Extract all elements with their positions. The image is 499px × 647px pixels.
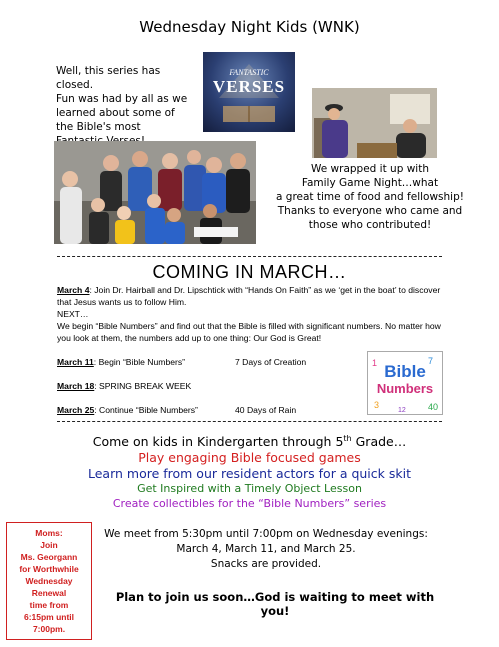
schedule-row xyxy=(57,405,198,415)
schedule-date: March 18 xyxy=(57,381,95,391)
march4-paragraph xyxy=(57,284,447,308)
cta-line-4: Get Inspired with a Timely Object Lesson xyxy=(137,482,362,495)
cta-line-1-end: Grade… xyxy=(351,434,407,450)
moms-line: Wednesday xyxy=(25,576,73,586)
cta-line-1-sup: th xyxy=(343,434,352,443)
svg-text:3: 3 xyxy=(374,400,380,410)
wrapup-line: a great time of food and fellowship! xyxy=(276,191,464,203)
moms-callout-box xyxy=(6,522,92,640)
bible-numbers-intro: We begin “Bible Numbers” and find out that the Bible is filled with significant numbers. No matter how you look at them, the numbers add up to one thing: Our God is Great! xyxy=(57,321,441,343)
fantastic-verses-image xyxy=(203,52,295,132)
cta-line-3: Learn more from our resident actors for a quick skit xyxy=(87,466,411,481)
intro-text xyxy=(56,64,196,148)
wrapup-text xyxy=(270,162,470,232)
coming-heading: COMING IN MARCH… xyxy=(152,262,347,282)
next-label: NEXT… xyxy=(57,309,89,319)
intro-line: Well, this series has closed. xyxy=(56,65,161,91)
meeting-dates: March 4, March 11, and March 25. xyxy=(176,543,356,555)
svg-text:7: 7 xyxy=(428,356,434,366)
bible-numbers-image xyxy=(367,351,443,415)
moms-line: Moms: xyxy=(35,528,63,538)
wrapup-line: We wrapped it up with xyxy=(310,163,429,175)
intro-line: learned about some of xyxy=(56,107,175,119)
schedule-event: : SPRING BREAK WEEK xyxy=(94,381,192,391)
svg-text:1: 1 xyxy=(372,358,378,368)
cta-line-1-text: Come on kids in Kindergarten through 5 xyxy=(92,434,344,450)
moms-line: Ms. Georgann xyxy=(20,552,78,562)
group-photo xyxy=(54,141,256,244)
actor-photo xyxy=(312,88,437,158)
wrapup-line: those who contributed! xyxy=(308,219,432,231)
page-title: Wednesday Night Kids (WNK) xyxy=(139,18,360,36)
svg-text:40: 40 xyxy=(428,402,439,412)
meeting-times: We meet from 5:30pm until 7:00pm on Wednesday evenings: xyxy=(104,528,428,540)
cta-line-5: Create collectibles for the “Bible Numbers” series xyxy=(112,497,387,510)
schedule-row xyxy=(57,381,191,391)
bible-numbers-line1: Bible xyxy=(384,362,426,381)
intro-line: Fun was had by all as we xyxy=(56,93,188,105)
moms-line: time from xyxy=(29,600,69,610)
moms-line: 6:15pm until xyxy=(23,612,75,622)
schedule-detail: 40 Days of Rain xyxy=(235,405,297,415)
divider xyxy=(57,256,442,257)
moms-line: 7:00pm. xyxy=(32,624,66,634)
schedule-row xyxy=(57,357,185,367)
march4-text: : Join Dr. Hairball and Dr. Lipschtick with “Hands On Faith” as we ‘get in the boat’ to discover that Jesus wants us to follow Him. xyxy=(57,285,441,307)
svg-text:12: 12 xyxy=(398,407,406,414)
march4-date: March 4 xyxy=(57,285,90,295)
schedule-event: : Begin “Bible Numbers” xyxy=(93,357,186,367)
divider xyxy=(57,421,442,422)
closing-line: Plan to join us soon…God is waiting to meet with you! xyxy=(115,590,435,618)
intro-line: the Bible's most xyxy=(56,121,141,133)
cta-line-1 xyxy=(0,434,499,449)
verses-line1: FANTASTIC xyxy=(229,68,269,77)
schedule-date: March 25 xyxy=(57,405,95,415)
cta-line-2: Play engaging Bible focused games xyxy=(138,450,361,465)
verses-line2: VERSES xyxy=(212,77,286,96)
moms-line: for Worthwhile xyxy=(19,564,79,574)
schedule-event: : Continue “Bible Numbers” xyxy=(94,405,198,415)
moms-line: Renewal xyxy=(31,588,67,598)
schedule-detail: 7 Days of Creation xyxy=(235,357,307,367)
meeting-snacks: Snacks are provided. xyxy=(210,558,322,570)
moms-line: Join xyxy=(40,540,58,550)
wrapup-line: Family Game Night…what xyxy=(301,177,439,189)
schedule-date: March 11 xyxy=(57,357,94,367)
bible-numbers-line2: Numbers xyxy=(376,381,434,396)
wrapup-line: Thanks to everyone who came and xyxy=(277,205,463,217)
